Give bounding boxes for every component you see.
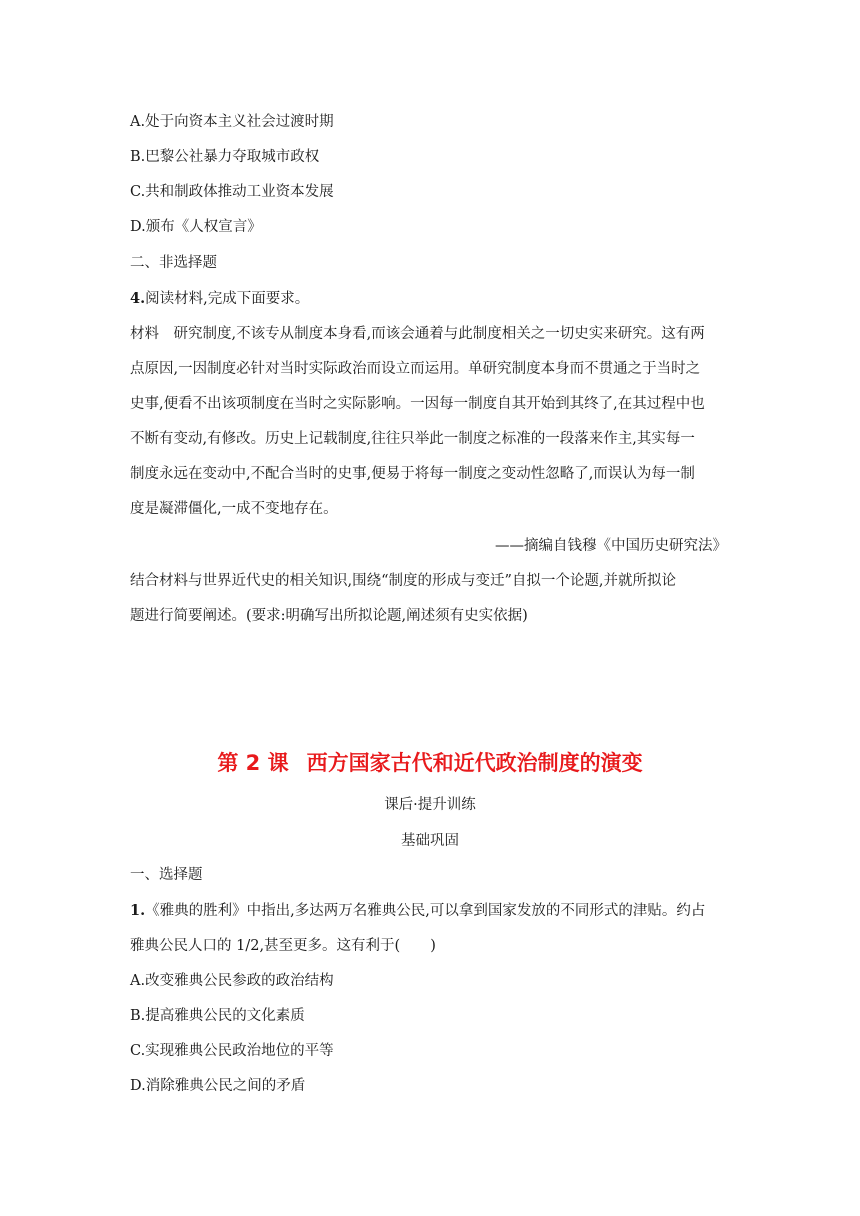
question-text: 《雅典的胜利》中指出,多达两万名雅典公民,可以拿到国家发放的不同形式的津贴。约占	[145, 903, 706, 919]
question-number: 4.	[130, 290, 146, 307]
material-line: 材料 研究制度,不该专从制度本身看,而该会通着与此制度相关之一切史实来研究。这有两	[130, 326, 705, 342]
question-1-line1	[130, 901, 705, 921]
material-line: 度是凝滞僵化,一成不变地存在。	[130, 501, 338, 517]
task-line: 题进行简要阐述。(要求:明确写出所拟论题,阐述须有史实依据)	[130, 608, 528, 624]
q1-option-b: B.提高雅典公民的文化素质	[130, 1008, 305, 1024]
q1-option-a: A.改变雅典公民参政的政治结构	[130, 973, 334, 989]
lesson-name: 西方国家古代和近代政治制度的演变	[306, 751, 643, 775]
section-heading-choice: 一、选择题	[130, 867, 203, 883]
question-number: 1.	[130, 902, 146, 919]
option-a: A.处于向资本主义社会过渡时期	[130, 114, 334, 130]
material-source: ——摘编自钱穆《中国历史研究法》	[495, 538, 727, 554]
lesson-subtitle: 课后·提升训练	[384, 797, 476, 813]
question-text: 阅读材料,完成下面要求。	[145, 291, 310, 307]
option-b: B.巴黎公社暴力夺取城市政权	[130, 149, 320, 165]
option-c: C.共和制政体推动工业资本发展	[130, 184, 334, 200]
question-text: 雅典公民人口的 1/2,甚至更多。这有利于(	[130, 938, 401, 954]
lesson-title	[0, 749, 860, 777]
question-4-prompt	[130, 289, 309, 309]
q1-option-c: C.实现雅典公民政治地位的平等	[130, 1043, 334, 1059]
material-line: 史事,便看不出该项制度在当时之实际影响。一因每一制度自其开始到其终了,在其过程中也	[130, 396, 705, 412]
lesson-number: 第 2 课	[217, 751, 289, 775]
material-line: 不断有变动,有修改。历史上记载制度,往往只举此一制度之标准的一段落来作主,其实每一	[130, 431, 695, 447]
question-1-line2	[130, 936, 436, 956]
level-heading: 基础巩固	[401, 833, 459, 849]
q1-option-d: D.消除雅典公民之间的矛盾	[130, 1078, 306, 1094]
task-line: 结合材料与世界近代史的相关知识,围绕“制度的形成与变迁”自拟一个论题,并就所拟论	[130, 573, 677, 589]
section-heading-non-choice: 二、非选择题	[130, 255, 217, 271]
question-text-close: )	[430, 938, 436, 954]
material-line: 点原因,一因制度必针对当时实际政治而设立而运用。单研究制度本身而不贯通之于当时之	[130, 361, 701, 377]
material-line: 制度永远在变动中,不配合当时的史事,便易于将每一制度之变动性忽略了,而误认为每一制	[130, 466, 695, 482]
option-d: D.颁布《人权宣言》	[130, 219, 262, 235]
